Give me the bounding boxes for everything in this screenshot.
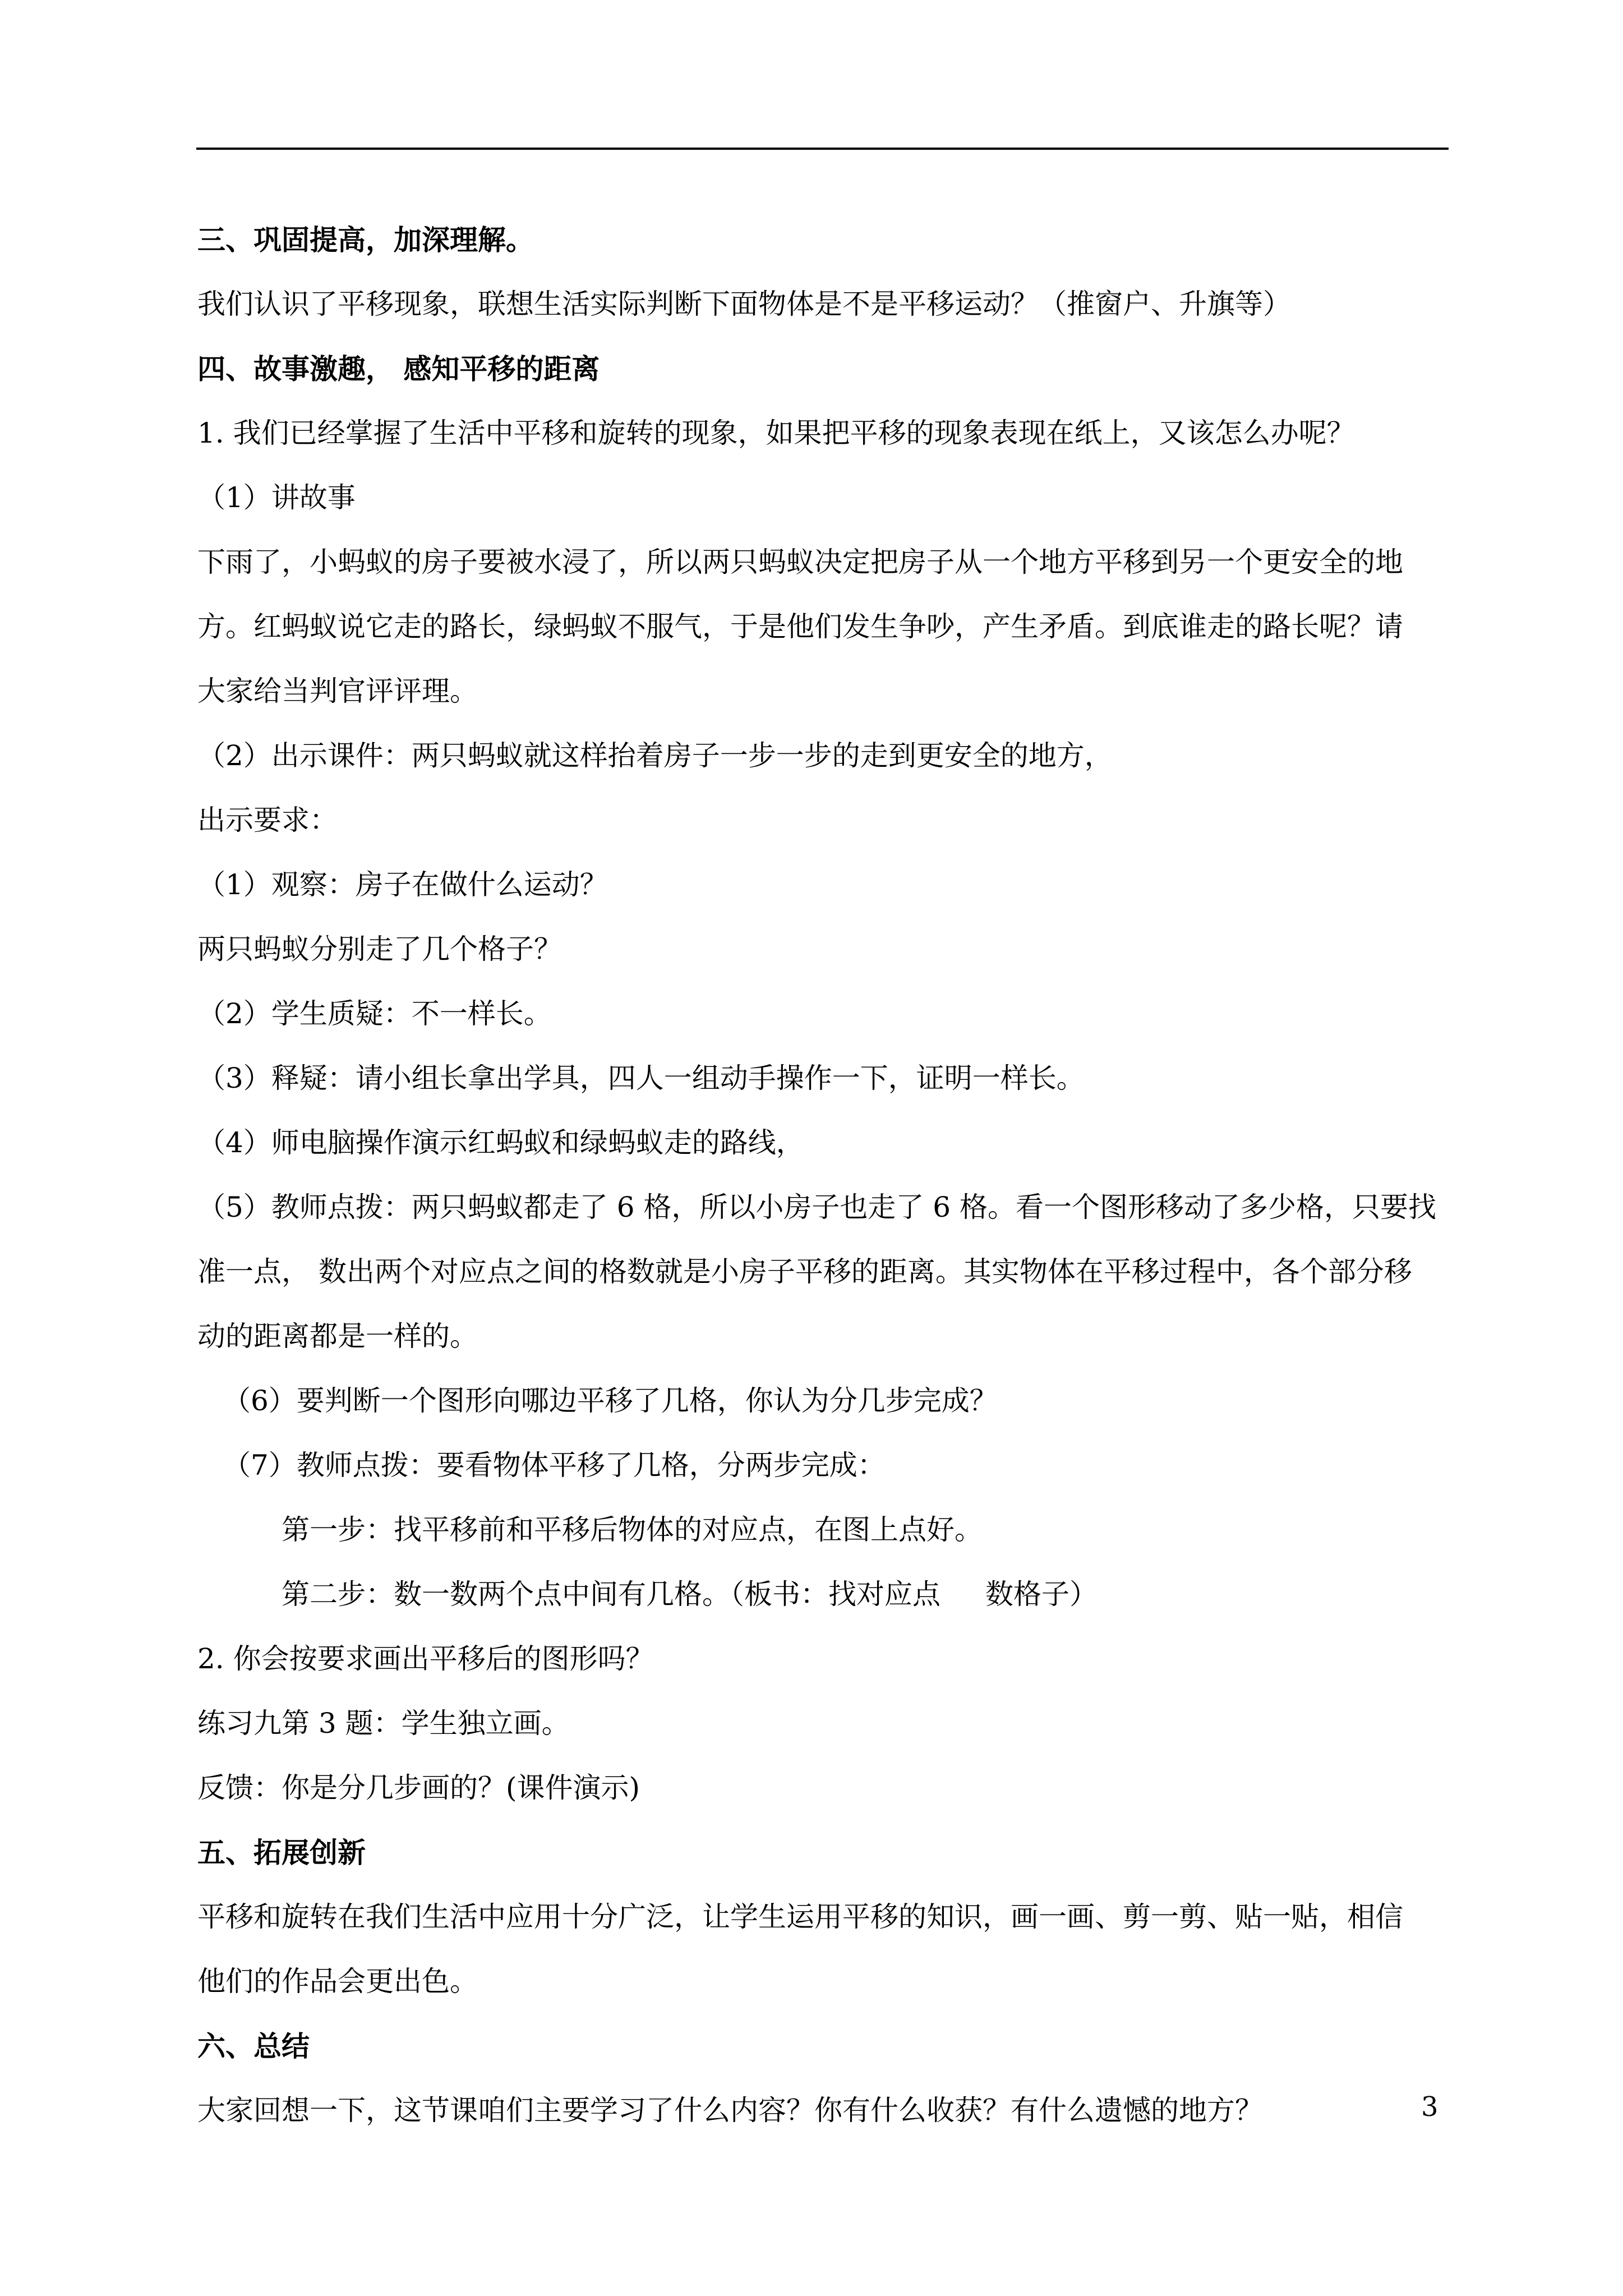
paragraph-line: 出示要求： — [197, 804, 338, 836]
paragraph-line: （7）教师点拨：要看物体平移了几格，分两步完成： — [223, 1449, 886, 1481]
paragraph-line: 我们认识了平移现象，联想生活实际判断下面物体是不是平移运动？（推窗户、升旗等） — [197, 288, 1291, 320]
paragraph-line: 大家回想一下，这节课咱们主要学习了什么内容？你有什么收获？有什么遗憾的地方？ — [197, 2094, 1263, 2127]
paragraph-line: （6）要判断一个图形向哪边平移了几格，你认为分几步完成？ — [223, 1384, 998, 1417]
paragraph-line: （1）讲故事 — [197, 481, 356, 514]
paragraph-line: 两只蚂蚁分别走了几个格子？ — [197, 933, 562, 965]
paragraph-line: 平移和旋转在我们生活中应用十分广泛，让学生运用平移的知识，画一画、剪一剪、贴一贴，相信 — [197, 1901, 1403, 1933]
step-two-board-note: 数格子） — [985, 1578, 1098, 1611]
document-body — [197, 208, 1454, 2143]
paragraph-line: （4）师电脑操作演示红蚂蚁和绿蚂蚁走的路线， — [197, 1126, 804, 1159]
page-number: 3 — [1421, 2091, 1438, 2123]
section-heading-extension: 五、拓展创新 — [197, 1836, 366, 1869]
paragraph-line: （3）释疑：请小组长拿出学具，四人一组动手操作一下，证明一样长。 — [197, 1062, 1085, 1094]
paragraph-line: 大家给当判官评评理。 — [197, 675, 478, 707]
paragraph-line: 他们的作品会更出色。 — [197, 1965, 478, 1998]
paragraph-line — [197, 1562, 1454, 1627]
paragraph-line: （2）学生质疑：不一样长。 — [197, 997, 552, 1030]
section-heading-summary: 六、总结 — [197, 2030, 310, 2063]
paragraph-line: （5）教师点拨：两只蚂蚁都走了 6 格，所以小房子也走了 6 格。看一个图形移动了多少格，只要找 — [197, 1191, 1437, 1223]
paragraph-line: 练习九第 3 题：学生独立画。 — [197, 1707, 570, 1740]
paragraph-line: 1. 我们已经掌握了生活中平移和旋转的现象，如果把平移的现象表现在纸上，又该怎么办呢？ — [197, 417, 1355, 449]
paragraph-line: 方。红蚂蚁说它走的路长，绿蚂蚁不服气，于是他们发生争吵，产生矛盾。到底谁走的路长呢？请 — [197, 610, 1403, 643]
step-two-text: 第二步：数一数两个点中间有几格。（板书：找对应点 — [282, 1578, 940, 1611]
paragraph-line: （2）出示课件：两只蚂蚁就这样抬着房子一步一步的走到更安全的地方， — [197, 739, 1113, 772]
paragraph-line: 动的距离都是一样的。 — [197, 1320, 478, 1352]
section-heading-consolidate: 三、巩固提高，加深理解。 — [197, 223, 534, 256]
paragraph-line: 下雨了，小蚂蚁的房子要被水浸了，所以两只蚂蚁决定把房子从一个地方平移到另一个更安全的地 — [197, 546, 1403, 578]
paragraph-line: 第一步：找平移前和平移后物体的对应点，在图上点好。 — [282, 1513, 983, 1546]
paragraph-line: （1）观察：房子在做什么运动？ — [197, 868, 608, 901]
paragraph-line: 2. 你会按要求画出平移后的图形吗？ — [197, 1642, 654, 1675]
paragraph-line: 准一点， 数出两个对应点之间的格数就是小房子平移的距离。其实物体在平移过程中，各个部分移 — [197, 1255, 1412, 1288]
paragraph-line: 反馈：你是分几步画的？(课件演示) — [197, 1772, 640, 1804]
section-heading-story: 四、故事激趣， 感知平移的距离 — [197, 352, 600, 385]
header-rule — [196, 148, 1449, 150]
